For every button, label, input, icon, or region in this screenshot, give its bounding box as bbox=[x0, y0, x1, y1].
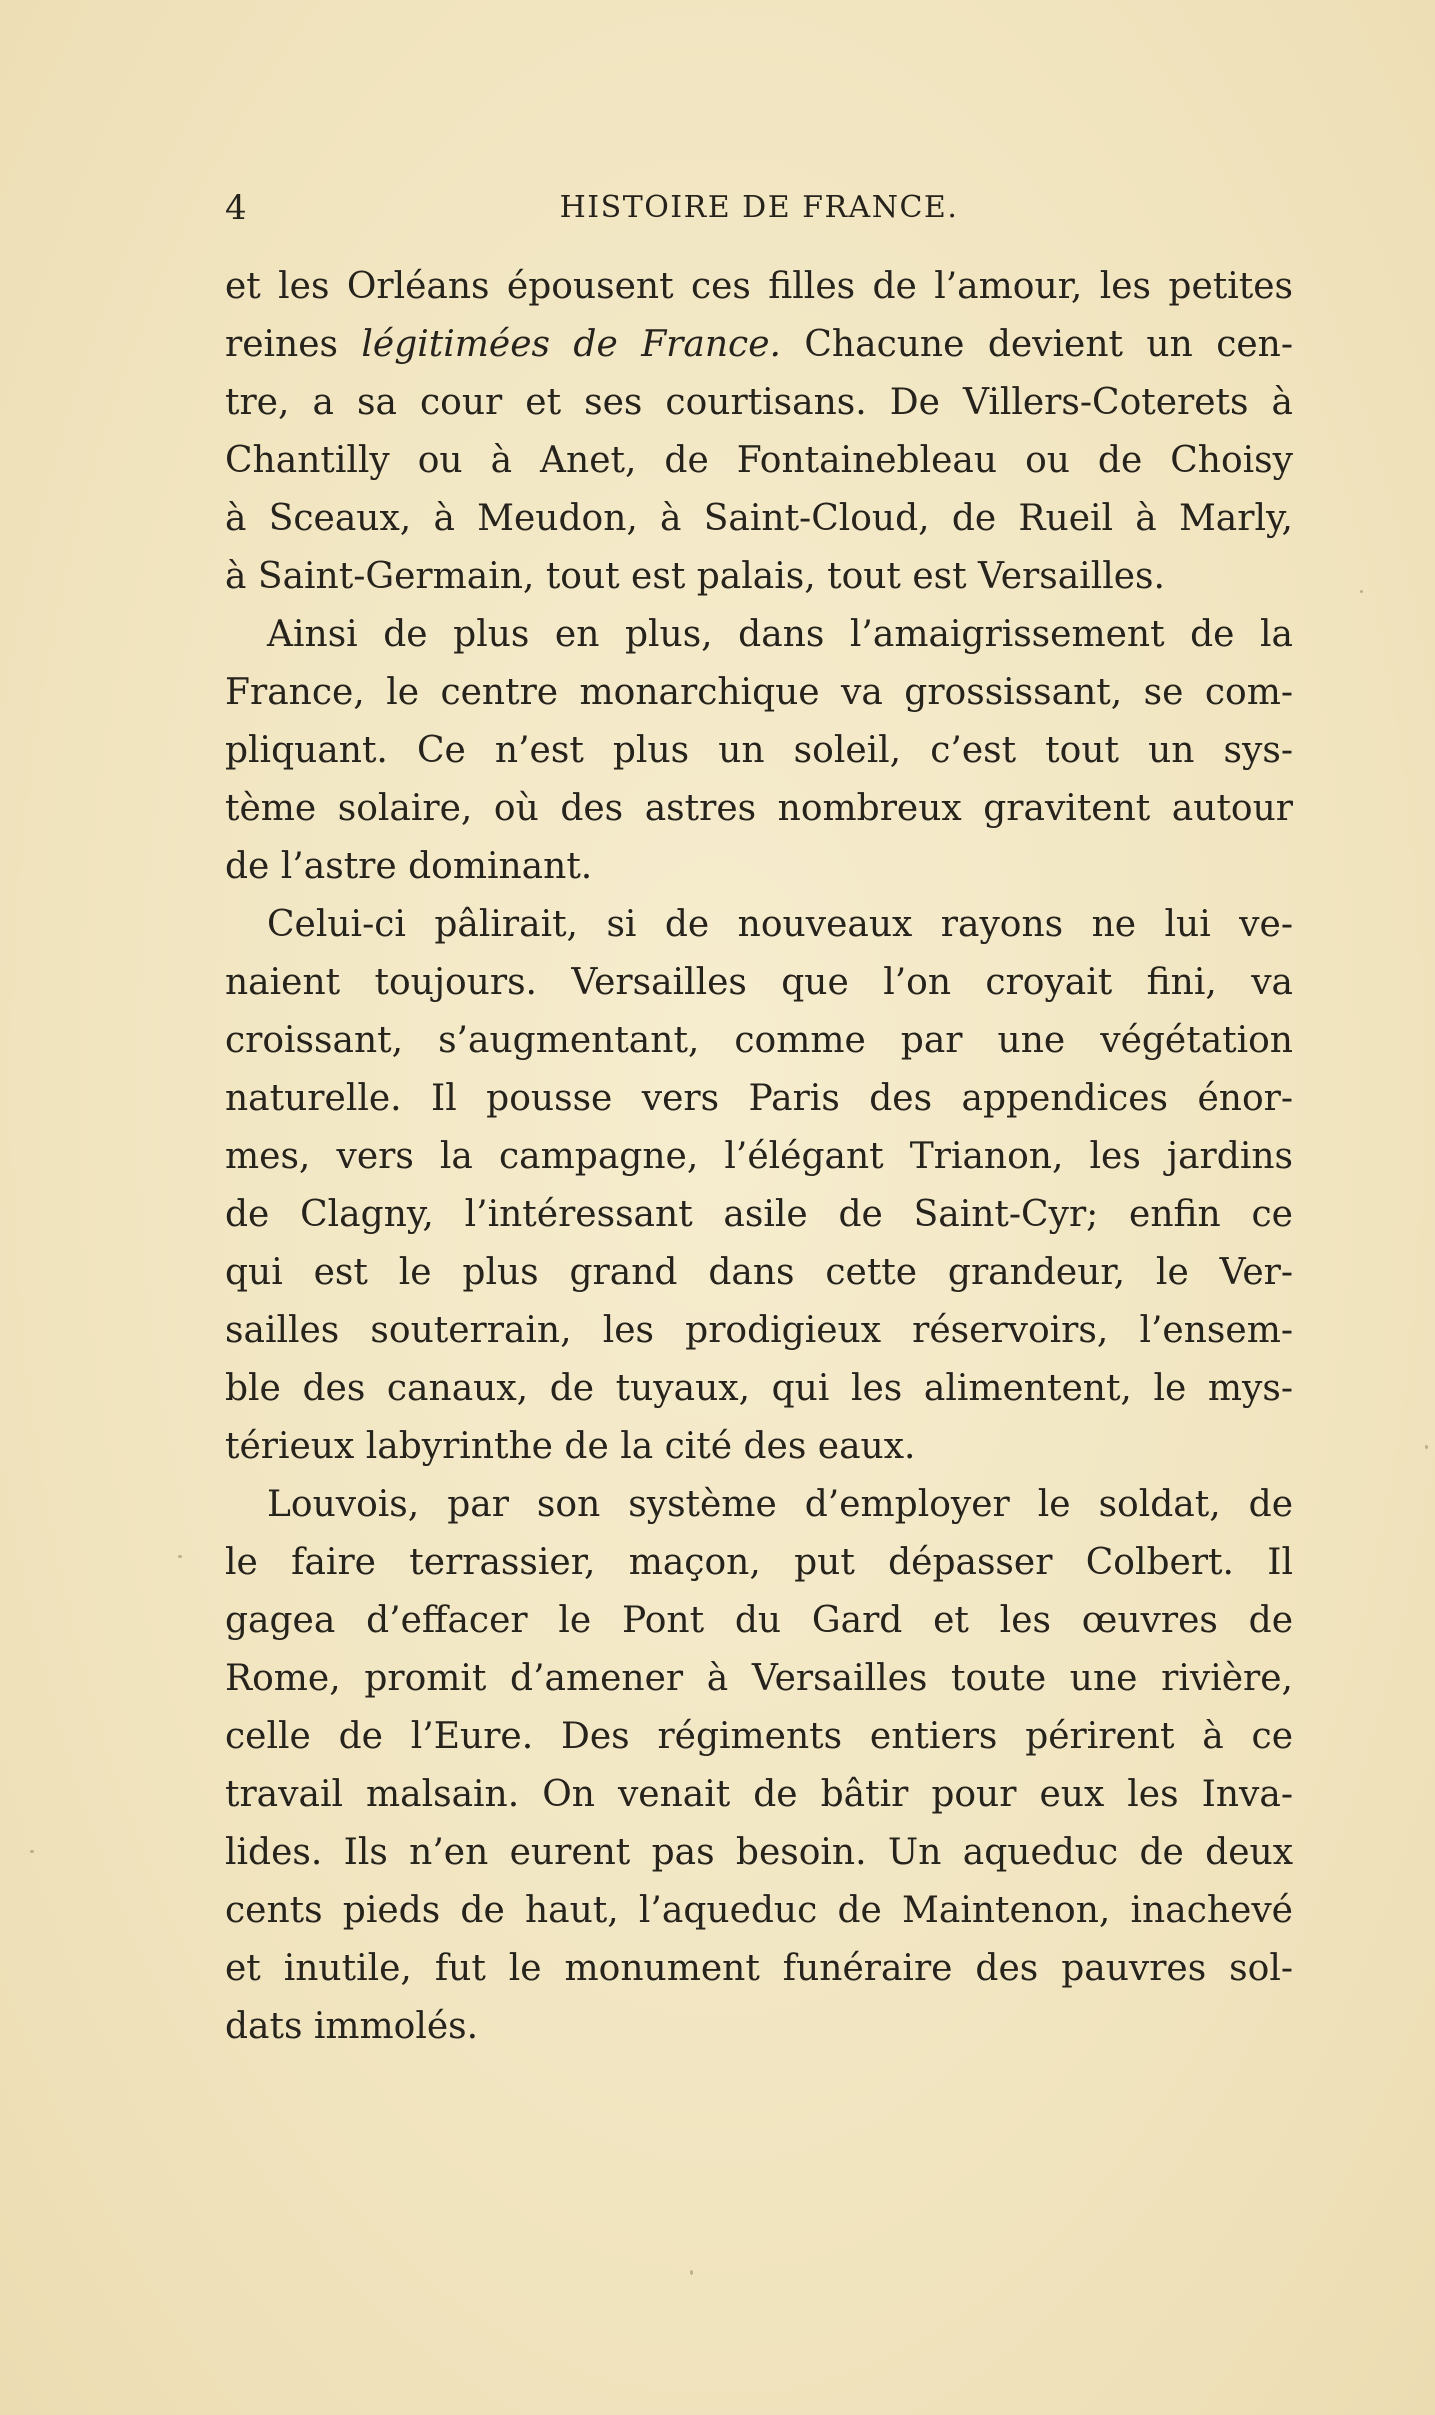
text-line: reines légitimées de France. Chacune devient un cen- bbox=[225, 324, 1294, 365]
page-number: 4 bbox=[225, 188, 248, 228]
running-head bbox=[225, 188, 1293, 240]
text-line: ble des canaux, de tuyaux, qui les alimentent, le mys- bbox=[225, 1368, 1293, 1409]
text-line: et inutile, fut le monument funéraire des pauvres sol- bbox=[225, 1948, 1293, 1989]
text-line: gagea d’effacer le Pont du Gard et les œuvres de bbox=[225, 1600, 1293, 1641]
text-line: Louvois, par son système d’employer le soldat, de bbox=[267, 1484, 1293, 1525]
text-line: à Saint-Germain, tout est palais, tout est Versailles. bbox=[225, 556, 1165, 597]
text-line: et les Orléans épousent ces filles de l’amour, les petites bbox=[225, 266, 1293, 307]
text-line: tre, a sa cour et ses courtisans. De Villers-Coterets à bbox=[225, 382, 1293, 423]
text-line: croissant, s’augmentant, comme par une végétation bbox=[225, 1020, 1293, 1061]
text-line: tème solaire, où des astres nombreux gravitent autour bbox=[225, 788, 1293, 829]
text-line: à Sceaux, à Meudon, à Saint-Cloud, de Rueil à Marly, bbox=[225, 498, 1293, 539]
text-line: mes, vers la campagne, l’élégant Trianon, les jardins bbox=[225, 1136, 1293, 1177]
text-line: Rome, promit d’amener à Versailles toute une rivière, bbox=[225, 1658, 1293, 1699]
text-line: naient toujours. Versailles que l’on croyait fini, va bbox=[225, 962, 1293, 1003]
paper-speck bbox=[178, 1555, 182, 1558]
italic-phrase: légitimées de France. bbox=[361, 324, 781, 365]
text-line: pliquant. Ce n’est plus un soleil, c’est tout un sys- bbox=[225, 730, 1293, 771]
text-line: travail malsain. On venait de bâtir pour eux les Inva- bbox=[225, 1774, 1293, 1815]
paper-speck bbox=[1360, 590, 1363, 593]
text-line: celle de l’Eure. Des régiments entiers périrent à ce bbox=[225, 1716, 1293, 1757]
text-line: France, le centre monarchique va grossissant, se com- bbox=[225, 672, 1293, 713]
text-line: de l’astre dominant. bbox=[225, 846, 593, 887]
text-line: dats immolés. bbox=[225, 2006, 479, 2047]
text-line: Ainsi de plus en plus, dans l’amaigrissement de la bbox=[267, 614, 1293, 655]
paper-speck bbox=[1425, 1445, 1428, 1449]
text-line: Chantilly ou à Anet, de Fontainebleau ou de Choisy bbox=[225, 440, 1293, 481]
text-line: cents pieds de haut, l’aqueduc de Maintenon, inachevé bbox=[225, 1890, 1293, 1931]
text-line: sailles souterrain, les prodigieux réservoirs, l’ensem- bbox=[225, 1310, 1293, 1351]
text-line: Celui-ci pâlirait, si de nouveaux rayons ne lui ve- bbox=[267, 904, 1293, 945]
text-line: naturelle. Il pousse vers Paris des appendices énor- bbox=[225, 1078, 1293, 1119]
text-line: lides. Ils n’en eurent pas besoin. Un aqueduc de deux bbox=[225, 1832, 1293, 1873]
text-line: le faire terrassier, maçon, put dépasser Colbert. Il bbox=[225, 1542, 1293, 1583]
paper-speck bbox=[690, 2270, 693, 2275]
text-line: de Clagny, l’intéressant asile de Saint-Cyr; enfin ce bbox=[225, 1194, 1293, 1235]
paper-speck bbox=[30, 1850, 34, 1853]
body-text bbox=[225, 258, 1293, 2056]
running-title: HISTOIRE DE FRANCE. bbox=[559, 190, 959, 225]
text-line: qui est le plus grand dans cette grandeur, le Ver- bbox=[225, 1252, 1293, 1293]
text-line: térieux labyrinthe de la cité des eaux. bbox=[225, 1426, 916, 1467]
